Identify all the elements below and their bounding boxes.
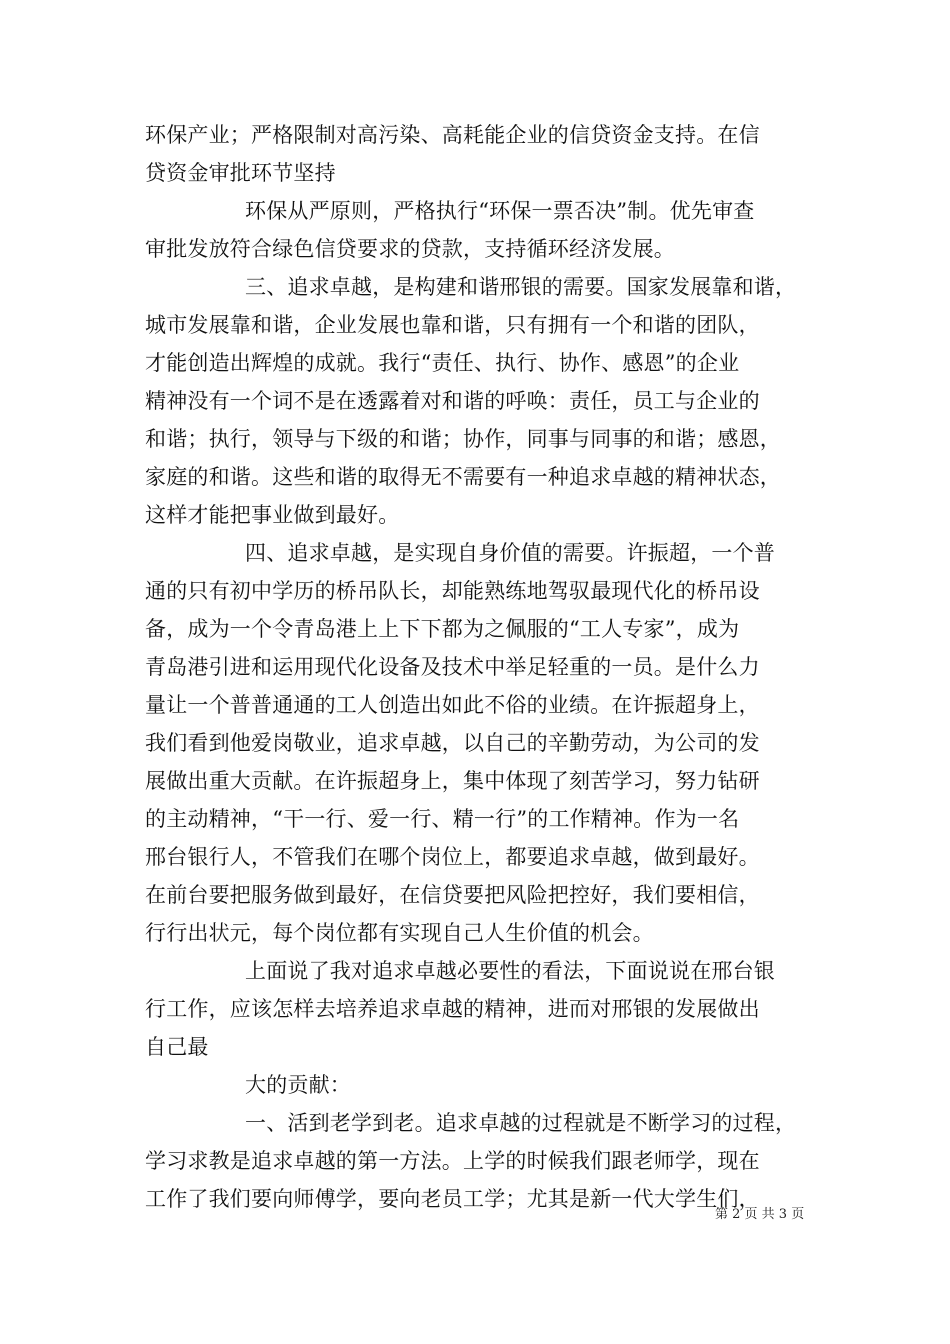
text-line: 在前台要把服务做到最好，在信贷要把风险把控好，我们要相信， [145, 883, 760, 907]
text-line: 展做出重大贡献。在许振超身上，集中体现了刻苦学习，努力钻研 [145, 769, 760, 793]
text-line: 量让一个普普通通的工人创造出如此不俗的业绩。在许振超身上， [145, 693, 760, 717]
text-line: 工作了我们要向师傅学，要向老员工学；尤其是新一代大学生们， [145, 1187, 760, 1211]
text-line: 贷资金审批环节坚持 [145, 161, 336, 185]
text-line: 才能创造出辉煌的成就。我行“责任、执行、协作、感恩”的企业 [145, 351, 740, 375]
text-line: 和谐；执行，领导与下级的和谐；协作，同事与同事的和谐；感恩， [145, 427, 781, 451]
text-line: 行行出状元，每个岗位都有实现自己人生价值的机会。 [145, 921, 654, 945]
text-line: 备，成为一个令青岛港上上下下都为之佩服的“工人专家”，成为 [145, 617, 740, 641]
text-line: 青岛港引进和运用现代化设备及技术中举足轻重的一员。是什么力 [145, 655, 760, 679]
text-line: 这样才能把事业做到最好。 [145, 503, 400, 527]
text-line: 环保从严原则，严格执行“环保一票否决”制。优先审查 [245, 199, 755, 223]
text-line: 环保产业；严格限制对高污染、高耗能企业的信贷资金支持。在信 [145, 123, 760, 147]
text-line: 三、追求卓越，是构建和谐邢银的需要。国家发展靠和谐， [245, 275, 797, 299]
text-line: 审批发放符合绿色信贷要求的贷款，支持循环经济发展。 [145, 237, 675, 261]
page-footer: 第 2 页 共 3 页 [715, 1207, 805, 1222]
text-line: 通的只有初中学历的桥吊队长，却能熟练地驾驭最现代化的桥吊设 [145, 579, 760, 603]
text-line: 行工作，应该怎样去培养追求卓越的精神，进而对邢银的发展做出 [145, 997, 760, 1021]
text-line: 上面说了我对追求卓越必要性的看法，下面说说在邢台银 [245, 959, 775, 983]
text-line: 自己最 [145, 1035, 209, 1059]
text-line: 四、追求卓越，是实现自身价值的需要。许振超，一个普 [245, 541, 775, 565]
text-line: 大的贡献： [245, 1073, 351, 1097]
text-line: 的主动精神，“干一行、爱一行、精一行”的工作精神。作为一名 [145, 807, 740, 831]
text-line: 一、活到老学到老。追求卓越的过程就是不断学习的过程， [245, 1111, 797, 1135]
text-line: 学习求教是追求卓越的第一方法。上学的时候我们跟老师学，现在 [145, 1149, 760, 1173]
text-line: 城市发展靠和谐，企业发展也靠和谐，只有拥有一个和谐的团队， [145, 313, 760, 337]
text-line: 邢台银行人，不管我们在哪个岗位上，都要追求卓越，做到最好。 [145, 845, 760, 869]
document-body [145, 116, 815, 1218]
text-line: 家庭的和谐。这些和谐的取得无不需要有一种追求卓越的精神状态， [145, 465, 781, 489]
text-line: 我们看到他爱岗敬业，追求卓越，以自己的辛勤劳动，为公司的发 [145, 731, 760, 755]
text-line: 精神没有一个词不是在透露着对和谐的呼唤：责任，员工与企业的 [145, 389, 760, 413]
